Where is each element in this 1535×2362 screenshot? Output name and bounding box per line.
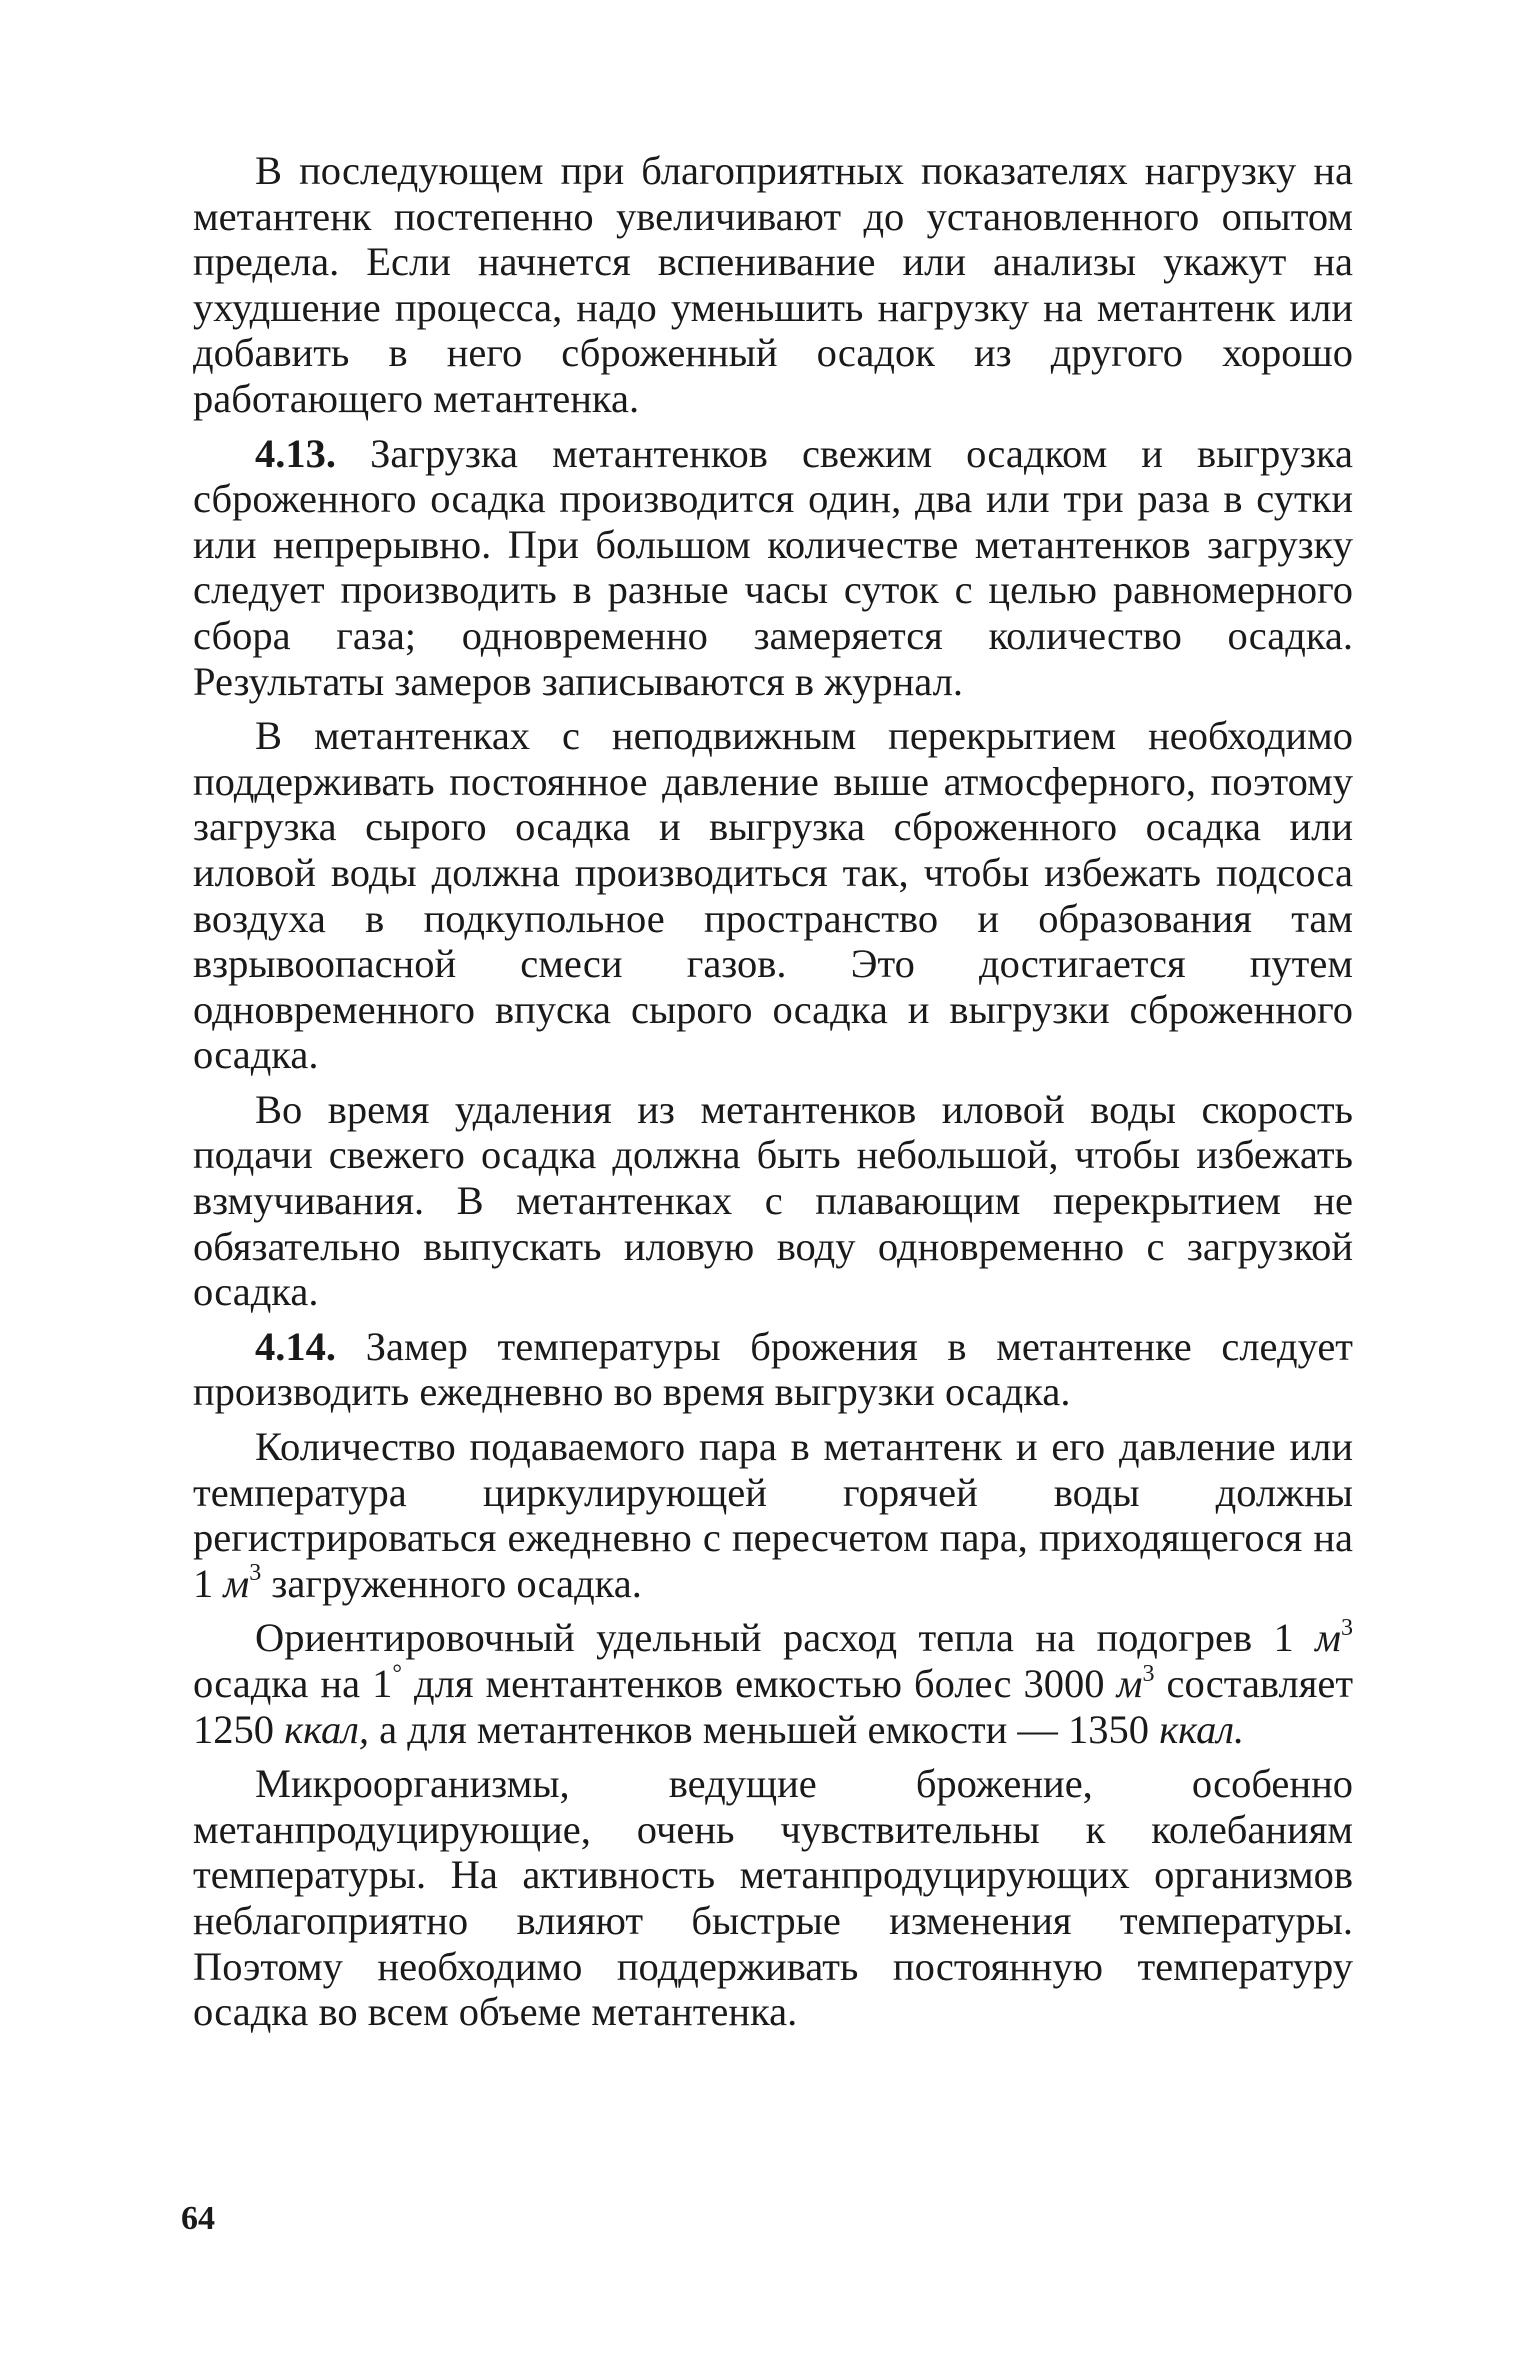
paragraph-steam-amount [193,1424,1353,1606]
section-number: 4.14. [255,1323,336,1369]
paragraph-4-14 [193,1324,1353,1415]
unit-m: м [1315,1615,1342,1661]
page-number: 64 [181,2200,215,2237]
paragraph-text: а для метантенков меньшей емкости — 1350 [379,1706,1150,1752]
paragraph-text: Загрузка метантенков свежим осадком и выгрузка сброженного осадка производится один, два или три раза в сутки или непрерывно. При большом количестве метантенков загрузку следует производить в разные часы суток с целью равномерного сбора газа; одновременно замеряется количество осадка. Результаты замеров записываются в журнал. [193,430,1354,704]
paragraph-text: В метантенках с неподвижным перекрытием необходимо поддерживать постоянное давление выше атмосферного, поэтому загрузка сырого осадка и выгрузка сброженного осадка или иловой воды должна производиться так, чтобы избежать подсоса воздуха в подкупольное пространство и образования там взрывоопасной смеси газов. Это достигается путем одновременного впуска сырого осадка и выгрузки сброженного осадка. [193,713,1353,1078]
paragraph-heat-consumption [193,1615,1353,1752]
page-body [193,148,1353,2044]
paragraph-load-increase [193,148,1353,422]
paragraph-text: Ориентировочный удельный расход тепла на подогрев 1 [255,1615,1294,1661]
paragraph-microorganisms [193,1761,1353,2035]
section-number: 4.13. [255,430,336,476]
paragraph-text: Количество подаваемого пара в метантенк и его давление или температура циркулирующей горячей воды должны регистрироваться ежедневно с пересчетом пара, приходящегося на 1 [193,1424,1353,1606]
paragraph-text: Микроорганизмы, ведущие брожение, особенно метанпродуцирующие, очень чувствительны к колебаниям температуры. На активность метанпродуцирующих организмов неблагоприятно влияют быстрые изменения температуры. Поэтому необходимо поддерживать постоянную температуру осадка во всем объеме метантенка. [193,1761,1353,2035]
paragraph-text: Замер температуры брожения в метантенке следует производить ежедневно во время выгрузки осадка. [193,1323,1353,1415]
paragraph-text: В последующем при благоприятных показателях нагрузку на метантенк постепенно увеличивают до установленного опытом предела. Если начнется вспенивание или анализы укажут на ухудшение процесса, надо уменьшить нагрузку на метантенк или добавить в него сброженный осадок из другого хорошо работающего метантенка. [193,148,1353,421]
degree-sign: ° [392,1660,402,1687]
paragraph-text: составляет 1250 [193,1661,1354,1752]
paragraph-text: загруженного осадка. [271,1560,642,1606]
unit-kcal: ккал, [284,1706,370,1752]
unit-kcal: ккал. [1159,1706,1245,1752]
paragraph-text: Во время удаления из метантенков иловой воды скорость подачи свежего осадка должна быть небольшой, чтобы избежать взмучивания. В метантенках с плавающим перекрытием не обязательно выпускать иловую воду одновременно с загрузкой осадка. [193,1086,1353,1315]
superscript: 3 [249,1560,262,1587]
paragraph-text: для ментантенков емкостью болес 3000 [414,1661,1105,1706]
paragraph-4-13 [193,431,1353,705]
unit-m: м [1116,1661,1143,1706]
superscript: 3 [1341,1614,1354,1641]
paragraph-text: осадка на 1 [193,1661,393,1706]
superscript: 3 [1142,1660,1155,1687]
unit-m: м [223,1560,250,1606]
paragraph-silt-water [193,1087,1353,1315]
paragraph-fixed-cover [193,713,1353,1078]
